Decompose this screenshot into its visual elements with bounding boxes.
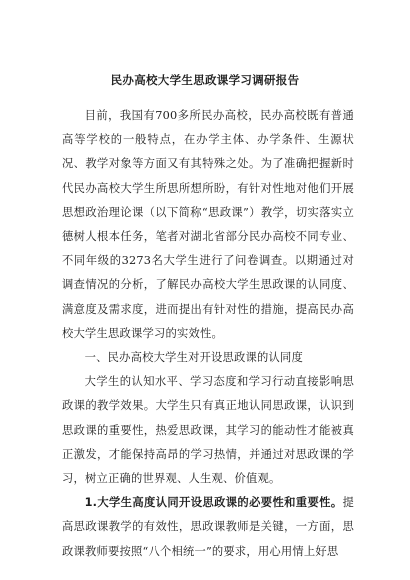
document-body [62,104,354,564]
document-title: 民办高校大学生思政课学习调研报告 [110,73,300,87]
subsection-text: 提高思政课教学的有效性，思政课教师是关键，一方面，思政课教师要按照“八个相统一”的要求，用心用情上好思 [62,496,354,558]
section-heading: 一、民办高校大学生对开设思政课的认同度 [84,351,304,365]
section-paragraph: 大学生的认知水平、学习态度和学习行动直接影响思政课的教学效果。大学生只有真正地认同思政课，认识到思政课的重要性，热爱思政课，其学习的能动性才能被真正激发，才能保持高昂的学习热情，并通过对思政课的学习，树立正确的世界观、人生观、价值观。 [62,375,354,486]
subsection-paragraph [62,491,354,564]
intro-paragraph: 目前，我国有700多所民办高校，民办高校既有普通高等学校的一般特点，在办学主体、办学条件、生源状况、教学对象等方面又有其特殊之处。为了准确把握新时代民办高校大学生所思所想所盼，有针对性地对他们开展思想政治理论课（以下简称“思政课”）教学，切实落实立德树人根本任务，笔者对湖北省部分民办高校不同专业、不同年级的3273名大学生进行了问卷调查。以期通过对调查情况的分析，了解民办高校大学生思政课的认同度、满意度及需求度，进而提出有针对性的措施，提高民办高校大学生思政课学习的实效性。 [62,109,354,340]
subsection-lead: 1.大学生高度认同开设思政课的必要性和重要性。 [84,496,343,510]
